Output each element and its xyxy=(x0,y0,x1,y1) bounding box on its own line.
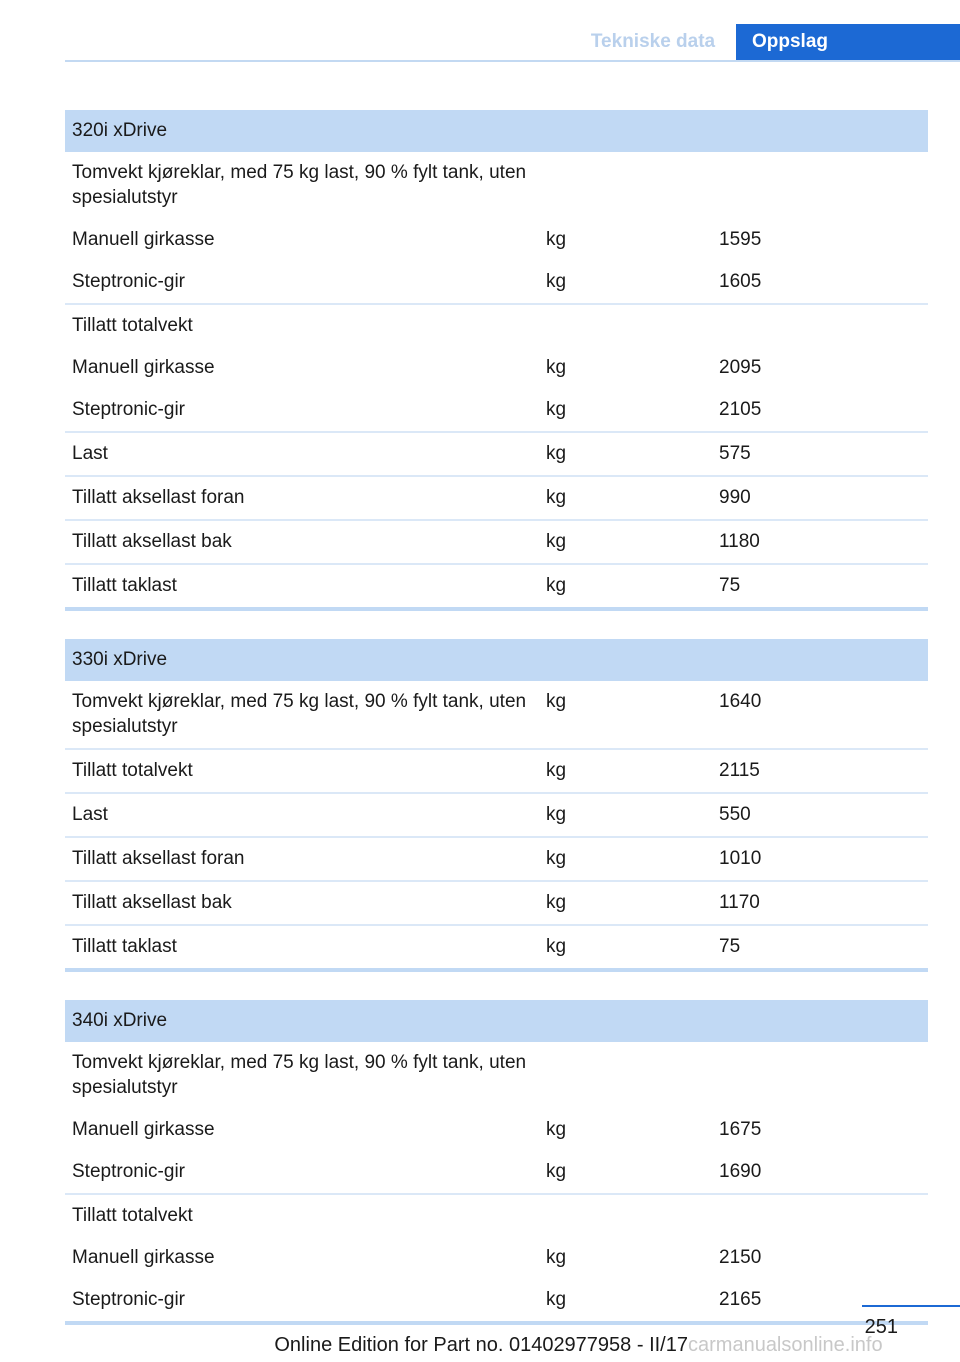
cell-unit xyxy=(539,304,712,347)
cell-unit: kg xyxy=(539,476,712,520)
cell-value xyxy=(712,304,928,347)
cell-value xyxy=(712,152,928,219)
table-row xyxy=(65,881,928,925)
table-row xyxy=(65,1194,928,1237)
cell-unit: kg xyxy=(539,793,712,837)
cell-value: 2095 xyxy=(719,357,762,378)
cell-label: Steptronic-gir xyxy=(72,271,185,292)
cell-label: Manuell girkasse xyxy=(72,357,215,378)
header-section-tekniske-data: Tekniske data xyxy=(590,31,716,52)
cell-label: Tillatt totalvekt xyxy=(65,1194,539,1237)
table-row xyxy=(65,432,928,476)
cell-label: Steptronic-gir xyxy=(72,1161,185,1182)
cell-value: 575 xyxy=(712,432,928,476)
table-row xyxy=(65,1109,928,1151)
cell-unit: kg xyxy=(539,881,712,925)
table-end-bar xyxy=(65,968,928,972)
table-end-bar xyxy=(65,1321,928,1325)
cell-value: 990 xyxy=(712,476,928,520)
footer-divider xyxy=(862,1305,960,1307)
table-row xyxy=(65,749,928,793)
cell-value: 550 xyxy=(712,793,928,837)
cell-unit: kg xyxy=(546,271,567,292)
table-end-bar xyxy=(65,607,928,611)
table-row xyxy=(65,793,928,837)
cell-unit: kg xyxy=(546,1119,567,1140)
page-header xyxy=(0,0,960,62)
watermark: carmanualsonline.info xyxy=(688,1334,883,1356)
cell-unit xyxy=(539,152,712,219)
cell-unit: kg xyxy=(539,432,712,476)
cell-value: 2105 xyxy=(719,399,762,420)
cell-unit xyxy=(539,1042,712,1109)
cell-unit: kg xyxy=(539,520,712,564)
cell-unit: kg xyxy=(546,1247,567,1268)
table-row xyxy=(65,1151,928,1194)
cell-label: Tillatt totalvekt xyxy=(65,304,539,347)
cell-label: Steptronic-gir xyxy=(72,399,185,420)
spec-table-330i xyxy=(65,639,928,972)
table-row xyxy=(65,837,928,881)
cell-value: 75 xyxy=(712,925,928,968)
cell-unit: kg xyxy=(546,357,567,378)
table-row xyxy=(65,476,928,520)
cell-label: Tillatt taklast xyxy=(65,564,539,607)
cell-value: 1690 xyxy=(719,1161,762,1182)
cell-value: 1675 xyxy=(719,1119,762,1140)
cell-label: Tillatt aksellast bak xyxy=(65,520,539,564)
cell-label: Last xyxy=(65,793,539,837)
cell-value: 1170 xyxy=(712,881,928,925)
cell-label: Tillatt aksellast foran xyxy=(65,837,539,881)
table-row xyxy=(65,1042,928,1109)
cell-unit: kg xyxy=(546,1289,567,1310)
cell-label: Tillatt aksellast foran xyxy=(65,476,539,520)
table-row xyxy=(65,389,928,432)
cell-unit: kg xyxy=(539,925,712,968)
table-row xyxy=(65,520,928,564)
cell-value: 75 xyxy=(712,564,928,607)
cell-unit: kg xyxy=(539,749,712,793)
cell-label: Tomvekt kjøreklar, med 75 kg last, 90 % fylt tank, uten spesialutstyr xyxy=(72,691,527,737)
cell-value: 1640 xyxy=(719,691,762,712)
edition-note: Online Edition for Part no. 01402977958 - II/17 xyxy=(274,1334,688,1356)
table-row xyxy=(65,1237,928,1279)
cell-unit: kg xyxy=(546,691,567,712)
cell-unit: kg xyxy=(539,564,712,607)
cell-label: Manuell girkasse xyxy=(72,1119,215,1140)
cell-label: Tillatt aksellast bak xyxy=(65,881,539,925)
cell-value: 1595 xyxy=(719,229,762,250)
table-row xyxy=(65,219,928,261)
cell-value: 2165 xyxy=(719,1289,762,1310)
table-title: 320i xDrive xyxy=(65,110,928,152)
cell-unit: kg xyxy=(546,1161,567,1182)
header-section-oppslag: Oppslag xyxy=(736,24,960,60)
table-title: 340i xDrive xyxy=(65,1000,928,1042)
cell-value xyxy=(712,1194,928,1237)
cell-label: Manuell girkasse xyxy=(72,1247,215,1268)
table-title-row xyxy=(65,110,928,152)
header-divider xyxy=(65,60,960,62)
table-row xyxy=(65,152,928,219)
table-row xyxy=(65,347,928,389)
table-row xyxy=(65,925,928,968)
table-row xyxy=(65,261,928,304)
table-title: 330i xDrive xyxy=(65,639,928,681)
table-title-row xyxy=(65,639,928,681)
cell-label: Tomvekt kjøreklar, med 75 kg last, 90 % fylt tank, uten spesialutstyr xyxy=(72,1052,527,1098)
spec-tables xyxy=(65,110,928,1353)
table-row xyxy=(65,681,928,749)
cell-label: Tomvekt kjøreklar, med 75 kg last, 90 % fylt tank, uten spesialutstyr xyxy=(72,162,527,208)
cell-label: Tillatt totalvekt xyxy=(65,749,539,793)
cell-value: 2115 xyxy=(712,749,928,793)
cell-value: 2150 xyxy=(719,1247,762,1268)
cell-label: Last xyxy=(65,432,539,476)
table-row xyxy=(65,304,928,347)
table-title-row xyxy=(65,1000,928,1042)
table-row xyxy=(65,1279,928,1321)
table-row xyxy=(65,564,928,607)
cell-unit xyxy=(539,1194,712,1237)
cell-value: 1605 xyxy=(719,271,762,292)
page-number: 251 xyxy=(864,1316,898,1338)
cell-label: Tillatt taklast xyxy=(65,925,539,968)
spec-table-320i xyxy=(65,110,928,611)
cell-label: Manuell girkasse xyxy=(72,229,215,250)
spec-table-340i xyxy=(65,1000,928,1325)
cell-label: Steptronic-gir xyxy=(72,1289,185,1310)
cell-unit: kg xyxy=(539,837,712,881)
cell-unit: kg xyxy=(546,229,567,250)
cell-value: 1180 xyxy=(712,520,928,564)
cell-unit: kg xyxy=(546,399,567,420)
cell-value: 1010 xyxy=(712,837,928,881)
cell-value xyxy=(712,1042,928,1109)
